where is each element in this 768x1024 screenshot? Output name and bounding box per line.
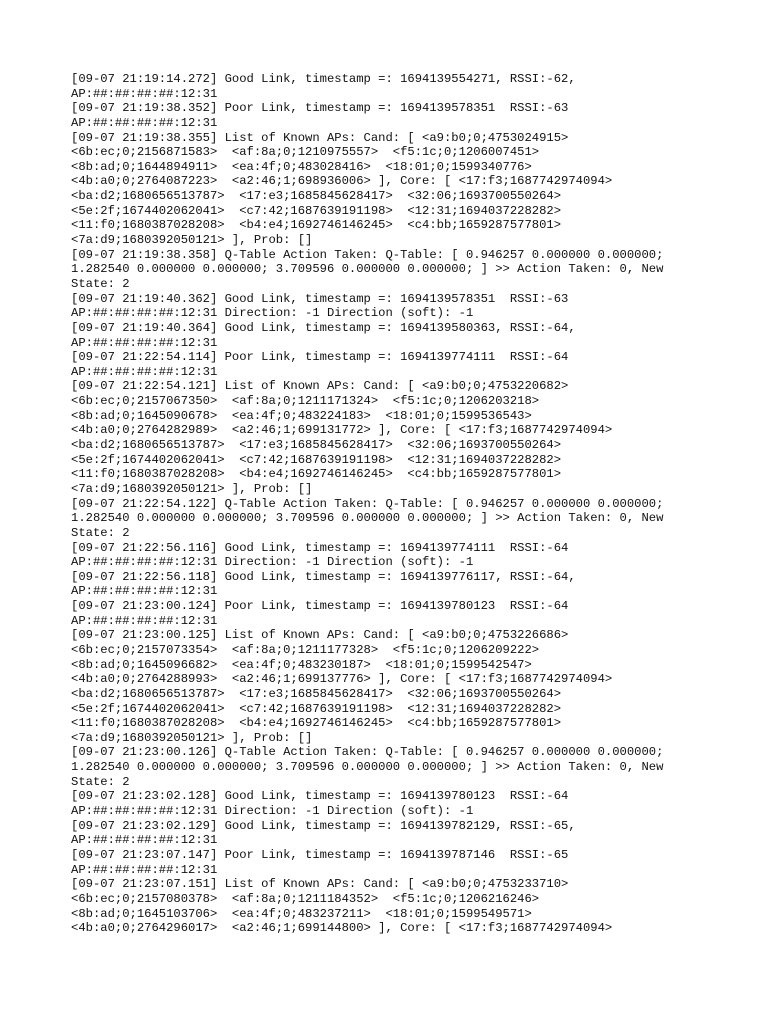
log-line: <8b:ad;0;1644894911> <ea:4f;0;483028416> <18:01;0;1599340776> xyxy=(71,159,532,174)
log-line: <8b:ad;0;1645096682> <ea:4f;0;483230187> <18:01;0;1599542547> xyxy=(71,657,532,672)
log-line: [09-07 21:23:02.129] Good Link, timestamp =: 1694139782129, RSSI:-65, xyxy=(71,818,576,833)
log-line: <ba:d2;1680656513787> <17:e3;1685845628417> <32:06;1693700550264> xyxy=(71,686,562,701)
log-line: 1.282540 0.000000 0.000000; 3.709596 0.000000 0.000000; ] >> Action Taken: 0, New xyxy=(71,262,664,277)
log-line: <5e:2f;1674402062041> <c7:42;1687639191198> <12:31;1694037228282> xyxy=(71,203,562,218)
log-line: <7a:d9;1680392050121> ], Prob: [] xyxy=(71,481,313,496)
log-line: AP:##:##:##:##:12:31 xyxy=(71,364,218,379)
log-line: [09-07 21:22:56.118] Good Link, timestamp =: 1694139776117, RSSI:-64, xyxy=(71,569,576,584)
log-line: <8b:ad;0;1645103706> <ea:4f;0;483237211> <18:01;0;1599549571> xyxy=(71,906,532,921)
log-line: <11:f0;1680387028208> <b4:e4;1692746146245> <c4:bb;1659287577801> xyxy=(71,716,562,731)
log-line: <6b:ec;0;2156871583> <af:8a;0;1210975557> <f5:1c;0;1206007451> xyxy=(71,145,540,160)
log-line: <7a:d9;1680392050121> ], Prob: [] xyxy=(71,233,313,248)
log-line: AP:##:##:##:##:12:31 Direction: -1 Direction (soft): -1 xyxy=(71,555,474,570)
log-line: [09-07 21:19:40.362] Good Link, timestamp =: 1694139578351 RSSI:-63 xyxy=(71,291,569,306)
log-line: [09-07 21:19:38.352] Poor Link, timestamp =: 1694139578351 RSSI:-63 xyxy=(71,101,569,116)
log-line: <6b:ec;0;2157073354> <af:8a;0;1211177328> <f5:1c;0;1206209222> xyxy=(71,642,540,657)
log-line: [09-07 21:22:56.116] Good Link, timestamp =: 1694139774111 RSSI:-64 xyxy=(71,540,569,555)
log-line: <5e:2f;1674402062041> <c7:42;1687639191198> <12:31;1694037228282> xyxy=(71,701,562,716)
log-line: [09-07 21:23:02.128] Good Link, timestamp =: 1694139780123 RSSI:-64 xyxy=(71,789,569,804)
log-line: <7a:d9;1680392050121> ], Prob: [] xyxy=(71,730,313,745)
log-line: <8b:ad;0;1645090678> <ea:4f;0;483224183> <18:01;0;1599536543> xyxy=(71,408,532,423)
log-line: [09-07 21:23:00.126] Q-Table Action Taken: Q-Table: [ 0.946257 0.000000 0.000000; xyxy=(71,745,664,760)
log-line: AP:##:##:##:##:12:31 Direction: -1 Direction (soft): -1 xyxy=(71,804,474,819)
log-line: [09-07 21:19:40.364] Good Link, timestamp =: 1694139580363, RSSI:-64, xyxy=(71,320,576,335)
log-line: 1.282540 0.000000 0.000000; 3.709596 0.000000 0.000000; ] >> Action Taken: 0, New xyxy=(71,511,664,526)
log-text-block xyxy=(71,72,711,936)
log-line: [09-07 21:22:54.122] Q-Table Action Taken: Q-Table: [ 0.946257 0.000000 0.000000; xyxy=(71,496,664,511)
log-line: <6b:ec;0;2157080378> <af:8a;0;1211184352> <f5:1c;0;1206216246> xyxy=(71,891,540,906)
log-line: [09-07 21:23:00.124] Poor Link, timestamp =: 1694139780123 RSSI:-64 xyxy=(71,599,569,614)
log-line: AP:##:##:##:##:12:31 xyxy=(71,115,218,130)
log-line: AP:##:##:##:##:12:31 xyxy=(71,862,218,877)
log-line: <4b:a0;0;2764087223> <a2:46;1;698936006> ], Core: [ <17:f3;1687742974094> xyxy=(71,174,613,189)
log-line: <6b:ec;0;2157067350> <af:8a;0;1211171324> <f5:1c;0;1206203218> xyxy=(71,394,540,409)
log-line: State: 2 xyxy=(71,525,130,540)
log-line: [09-07 21:19:14.272] Good Link, timestamp =: 1694139554271, RSSI:-62, xyxy=(71,72,576,86)
log-line: <11:f0;1680387028208> <b4:e4;1692746146245> <c4:bb;1659287577801> xyxy=(71,218,562,233)
log-line: <4b:a0;0;2764288993> <a2:46;1;699137776> ], Core: [ <17:f3;1687742974094> xyxy=(71,672,613,687)
log-line: [09-07 21:23:00.125] List of Known APs: Cand: [ <a9:b0;0;4753226686> xyxy=(71,628,569,643)
log-line: AP:##:##:##:##:12:31 xyxy=(71,86,218,101)
log-line: AP:##:##:##:##:12:31 xyxy=(71,613,218,628)
log-line: <ba:d2;1680656513787> <17:e3;1685845628417> <32:06;1693700550264> xyxy=(71,438,562,453)
log-line: [09-07 21:22:54.121] List of Known APs: Cand: [ <a9:b0;0;4753220682> xyxy=(71,379,569,394)
log-line: State: 2 xyxy=(71,774,130,789)
log-line: [09-07 21:19:38.358] Q-Table Action Taken: Q-Table: [ 0.946257 0.000000 0.000000; xyxy=(71,247,664,262)
log-line: <5e:2f;1674402062041> <c7:42;1687639191198> <12:31;1694037228282> xyxy=(71,452,562,467)
log-line: [09-07 21:19:38.355] List of Known APs: Cand: [ <a9:b0;0;4753024915> xyxy=(71,130,569,145)
log-line: <11:f0;1680387028208> <b4:e4;1692746146245> <c4:bb;1659287577801> xyxy=(71,467,562,482)
log-line: [09-07 21:23:07.151] List of Known APs: Cand: [ <a9:b0;0;4753233710> xyxy=(71,877,569,892)
log-line: [09-07 21:22:54.114] Poor Link, timestamp =: 1694139774111 RSSI:-64 xyxy=(71,350,569,365)
log-line: AP:##:##:##:##:12:31 xyxy=(71,584,218,599)
log-line: <4b:a0;0;2764282989> <a2:46;1;699131772> ], Core: [ <17:f3;1687742974094> xyxy=(71,423,613,438)
log-line: AP:##:##:##:##:12:31 xyxy=(71,335,218,350)
log-line: <ba:d2;1680656513787> <17:e3;1685845628417> <32:06;1693700550264> xyxy=(71,189,562,204)
log-line: State: 2 xyxy=(71,276,130,291)
log-line: AP:##:##:##:##:12:31 Direction: -1 Direction (soft): -1 xyxy=(71,306,474,321)
log-line: AP:##:##:##:##:12:31 xyxy=(71,833,218,848)
log-line: <4b:a0;0;2764296017> <a2:46;1;699144800> ], Core: [ <17:f3;1687742974094> xyxy=(71,921,613,936)
log-line: [09-07 21:23:07.147] Poor Link, timestamp =: 1694139787146 RSSI:-65 xyxy=(71,847,569,862)
log-line: 1.282540 0.000000 0.000000; 3.709596 0.000000 0.000000; ] >> Action Taken: 0, New xyxy=(71,760,664,775)
